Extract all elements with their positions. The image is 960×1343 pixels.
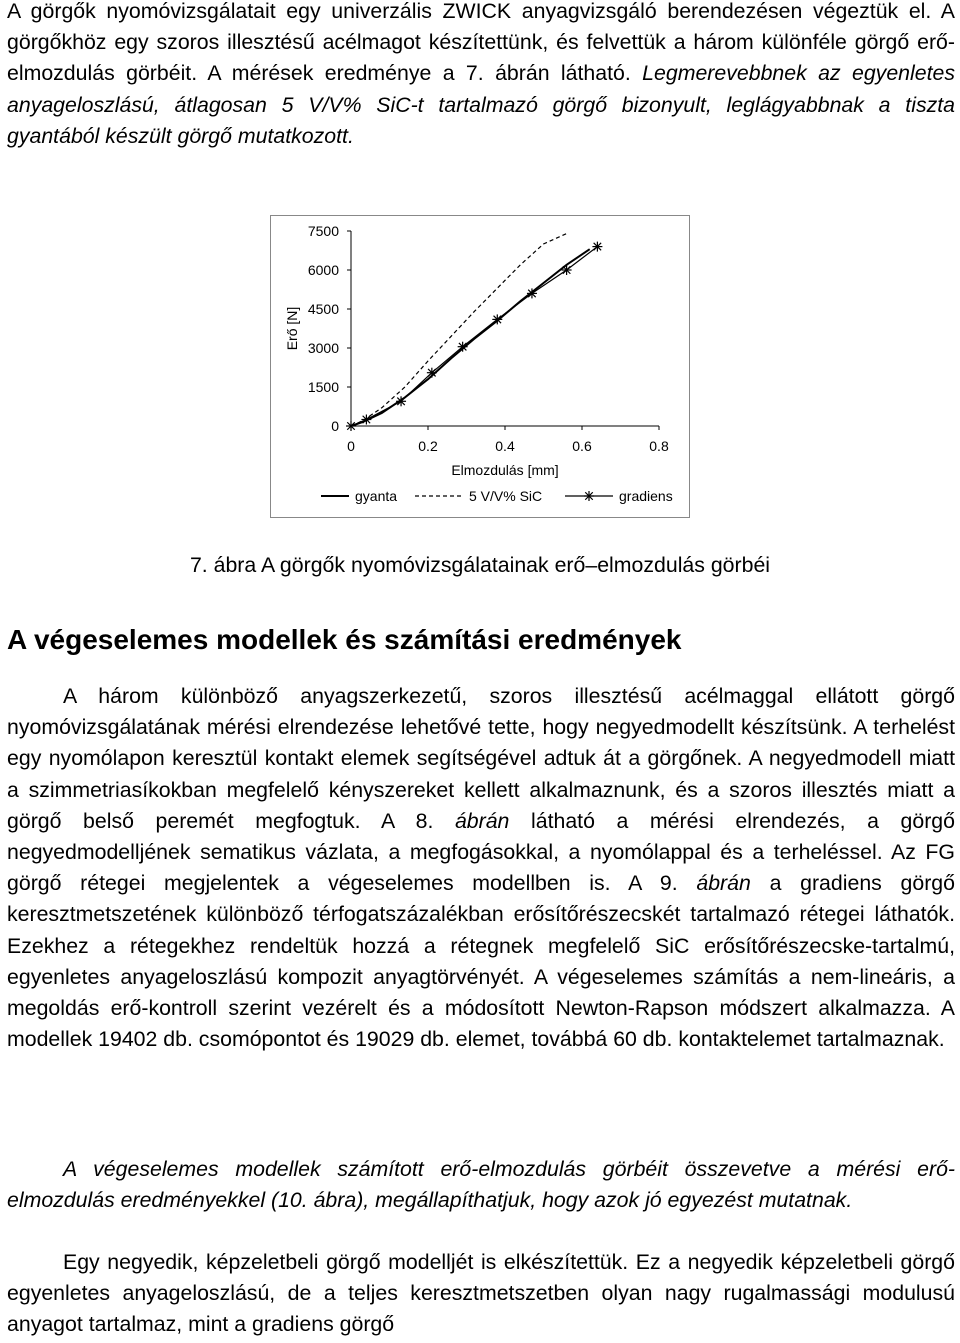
para2-text-c: látható a mérési elrendezés, a görgő negyedmodelljének sematikus vázlata, a megfogásokkal, a nyomólappal és a terheléssel. Az FG görgő rétegei megjelentek a végeselemes modellben is. A 9. <box>7 808 955 896</box>
intro-italic-text: Legmerevebbnek az egyenletes anyageloszlású, átlagosan 5 V/V% SiC-t tartalmazó görgő bizonyult, leglágyabbnak a tiszta gyantából készült görgő mutatkozott. <box>7 61 956 148</box>
legend-label: 5 V/V% SiC <box>469 488 543 504</box>
para2-ref-b: ábrán <box>696 871 751 896</box>
x-tick-label: 0.4 <box>495 438 515 454</box>
series-point <box>361 415 371 425</box>
series-point <box>592 242 602 252</box>
y-tick-label: 3000 <box>307 340 339 356</box>
figure-caption: 7. ábra A görgők nyomóvizsgálatainak erő–elmozdulás görbéi <box>189 553 771 577</box>
para2-text-a: A három különböző anyagszerkezetű, szoros illesztésű acélmaggal ellátott görgő nyomóvizsgálatának mérési elrendezése lehetővé tette, hogy negyedmodellt készítsünk. A terhelést egy nyomólapon keresztül kontakt elemek segítségével adtuk át a görgőnek. A negyedmodell miatt a szimmetriasíkokban megfelelő kényszereket kellett alkalmaznunk, és a szoros illesztés miatt a görgő belső peremét megfogtuk. A 8. <box>7 684 955 833</box>
series-point <box>562 265 572 275</box>
force-displacement-chart <box>271 216 689 517</box>
series-point <box>346 421 356 431</box>
y-tick-label: 1500 <box>307 379 339 395</box>
legend-marker <box>584 491 594 501</box>
body-paragraph-2: A végeselemes modellek számított erő-elmozdulás görbéit összevetve a mérési erő-elmozdulás eredményekkel (10. ábra), megállapíthatjuk, hogy azok jó egyezést mutatnak. <box>7 1157 955 1213</box>
legend-label: gyanta <box>355 488 398 504</box>
intro-paragraph <box>7 0 955 152</box>
body-paragraph-3: Egy negyedik, képzeletbeli görgő modelljét is elkészítettük. Ez a negyedik képzeletbeli görgő egyenletes anyageloszlású, de a teljes keresztmetszetben olyan nagy rugalmassági modulusú anyagot tartalmaz, mint a gradiens görgő <box>7 1250 955 1337</box>
y-tick-label: 6000 <box>307 262 339 278</box>
x-tick-label: 0.8 <box>649 438 669 454</box>
series-point <box>427 368 437 378</box>
series-point <box>396 396 406 406</box>
legend-label: gradiens <box>619 488 673 504</box>
series-line-2 <box>351 247 597 426</box>
x-tick-label: 0.6 <box>572 438 592 454</box>
y-tick-label: 7500 <box>307 223 339 239</box>
y-tick-label: 0 <box>331 418 339 434</box>
series-line-1 <box>351 234 567 426</box>
figure-7-chart <box>270 215 690 518</box>
y-tick-label: 4500 <box>307 301 339 317</box>
y-axis-label: Erő [N] <box>284 306 300 351</box>
body-paragraph-1 <box>7 681 955 1055</box>
x-tick-label: 0 <box>347 438 355 454</box>
x-tick-label: 0.2 <box>418 438 438 454</box>
para2-text-e: a gradiens görgő keresztmetszetének különböző térfogatszázalékban erősítőrészecskét tartalmazó rétegei láthatók. Ezekhez a rétegekhez rendeltük hozzá a rétegnek megfelelő SiC erősítőrészecske-tartalmú, egyenletes anyageloszlású kompozit anyagtörvényét. A végeselemes számítás a nem-lineáris, a megoldás erő-kontroll szerint vezérelt és a módosított Newton-Rapson módszert alkalmazza. A modellek 19402 db. csomópontot és 19029 db. elemet, továbbá 60 db. kontaktelemet tartalmaznak. <box>7 871 955 1052</box>
series-point <box>527 288 537 298</box>
series-point <box>458 342 468 352</box>
para2-ref-a: ábrán <box>454 808 510 833</box>
series-point <box>492 314 502 324</box>
x-axis-label: Elmozdulás [mm] <box>451 462 559 478</box>
intro-text: A görgők nyomóvizsgálatait egy univerzális ZWICK anyagvizsgáló berendezésen végeztük el. A görgőkhöz egy szoros illesztésű acélmagot készítettünk, és felvettük a három különféle görgő erő-elmozdulás görbéit. A mérések eredménye a 7. ábrán látható. <box>7 0 955 86</box>
series-line-0 <box>351 249 590 426</box>
section-heading: A végeselemes modellek és számítási eredmények <box>7 624 682 655</box>
